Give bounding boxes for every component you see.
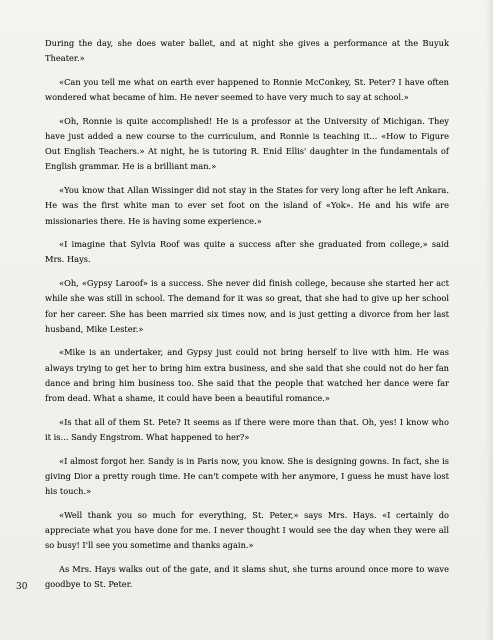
paragraph-8: «Is that all of them St. Pete? It seems as if there were more than that. Oh, yes! I know who it is... Sandy Engstrom. What happened to her?» [45, 416, 449, 442]
paragraph-11: As Mrs. Hays walks out of the gate, and it slams shut, she turns around once more to wave goodbye to St. Peter. [45, 563, 449, 590]
paragraph-10: «Well thank you so much for everything, St. Peter,» says Mrs. Hays. «I certainly do appreciate what you have done for me. I never thought I would see the day when they were all so busy! I'll see you sometime and thanks again.» [45, 509, 449, 551]
paragraph-2: «Can you tell me what on earth ever happened to Ronnie McConkey, St. Peter? I have often wondered what became of him. He never seemed to have very much to say at school.» [45, 76, 449, 103]
paragraph-9: «I almost forgot her. Sandy is in Paris now, you know. She is designing gowns. In fact, she is giving Dior a pretty rough time. He can't compete with her anymore, I guess he must have lost his touch.» [45, 455, 449, 497]
paragraph-4: «You know that Allan Wissinger did not stay in the States for very long after he left Ankara. He was the first white man to ever set foot on the island of «Yok». He and his wife are missionaries there. He is having some experience.» [45, 185, 449, 226]
paragraph-3: «Oh, Ronnie is quite accomplished! He is a professor at the University of Michigan. They have just added a new course to the curriculum, and Ronnie is teaching it... «How to Figure Out English Teachers.» At night, he is tutoring R. Enid Ellis' daughter in the fundamentals of English grammar. He is a brilliant man.» [45, 115, 449, 172]
page-text-block [45, 36, 449, 601]
paragraph-7: «Mike is an undertaker, and Gypsy just could not bring herself to live with him. He was always trying to get her to bring him extra business, and she said that she could not do her fan dance and bring him business too. She said that the people that watched her dance were far from dead. What a shame, it could have been a beautiful romance.» [45, 347, 449, 404]
page-number: 30 [16, 582, 28, 592]
page-edge-shadow [486, 0, 492, 640]
paragraph-6: «Oh, «Gypsy Laroof» is a success. She never did finish college, because she started her act while she was still in school. The demand for it was so great, that she had to give up her school for her career. She has been married six times now, and is just getting a divorce from her last husband, Mike Lester.» [45, 278, 449, 334]
paragraph-1: During the day, she does water ballet, and at night she gives a performance at the Buyuk Theater.» [45, 38, 449, 64]
paragraph-5: «I imagine that Sylvia Roof was quite a success after she graduated from college,» said Mrs. Hays. [45, 239, 449, 265]
